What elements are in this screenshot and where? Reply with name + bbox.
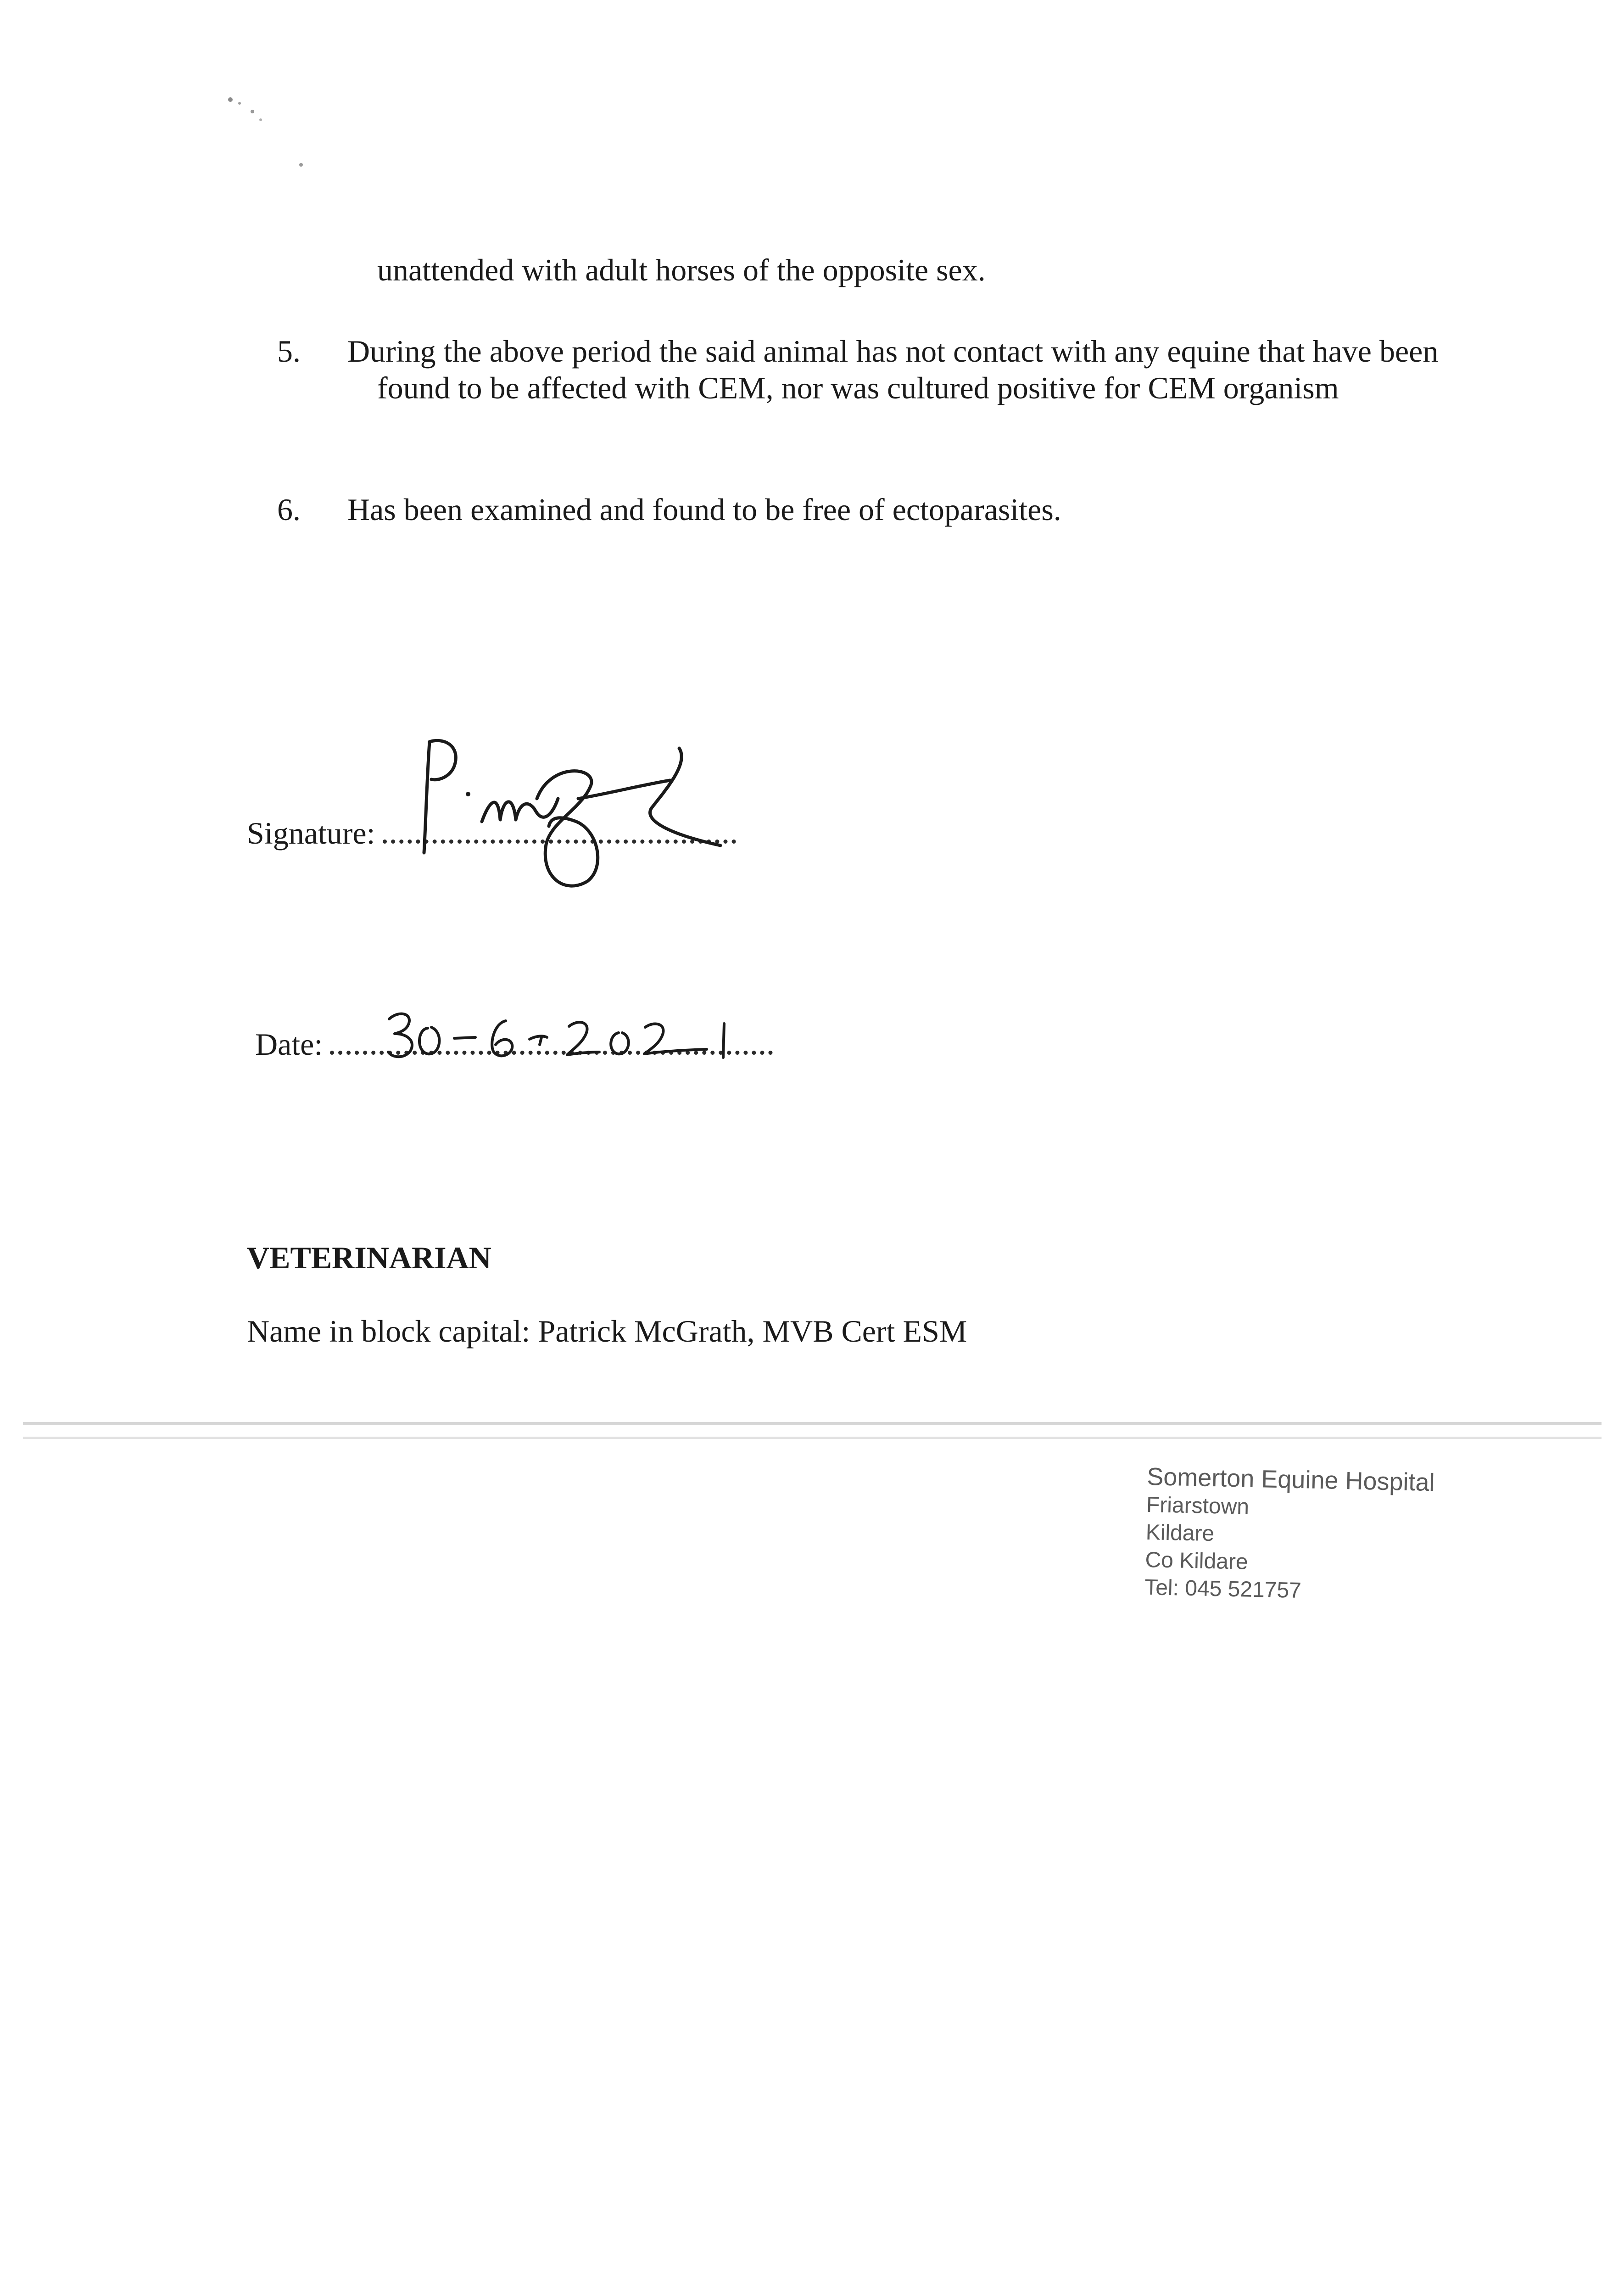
stamp-phone: Tel: 045 521757 [1144,1575,1302,1603]
item-number: 5. [277,334,301,369]
stamp-hospital-name: Somerton Equine Hospital [1146,1462,1435,1497]
handwritten-signature [413,730,771,913]
stamp-address-line: Kildare [1145,1520,1215,1546]
veterinarian-name: Name in block capital: Patrick McGrath, MVB Cert ESM [247,1314,967,1349]
divider-line [23,1437,1602,1439]
divider-line [23,1422,1602,1425]
item-number: 6. [277,492,301,527]
scan-speck-marks [220,90,340,181]
continuation-text: unattended with adult horses of the opposite sex. [377,252,986,287]
stamp-address-line: Co Kildare [1144,1547,1249,1574]
hospital-stamp [1144,1462,1435,1607]
date-label: Date: [255,1027,323,1062]
item-text: During the above period the said animal has not contact with any equine that have been found to be affected with CEM, nor was cultured positive for CEM organism [347,334,1439,405]
signature-label: Signature: [247,816,375,851]
handwritten-date [385,1001,743,1074]
item-text: Has been examined and found to be free of ectoparasites. [347,492,1061,527]
veterinarian-heading: VETERINARIAN [247,1240,491,1275]
stamp-address-line: Friarstown [1146,1492,1250,1519]
